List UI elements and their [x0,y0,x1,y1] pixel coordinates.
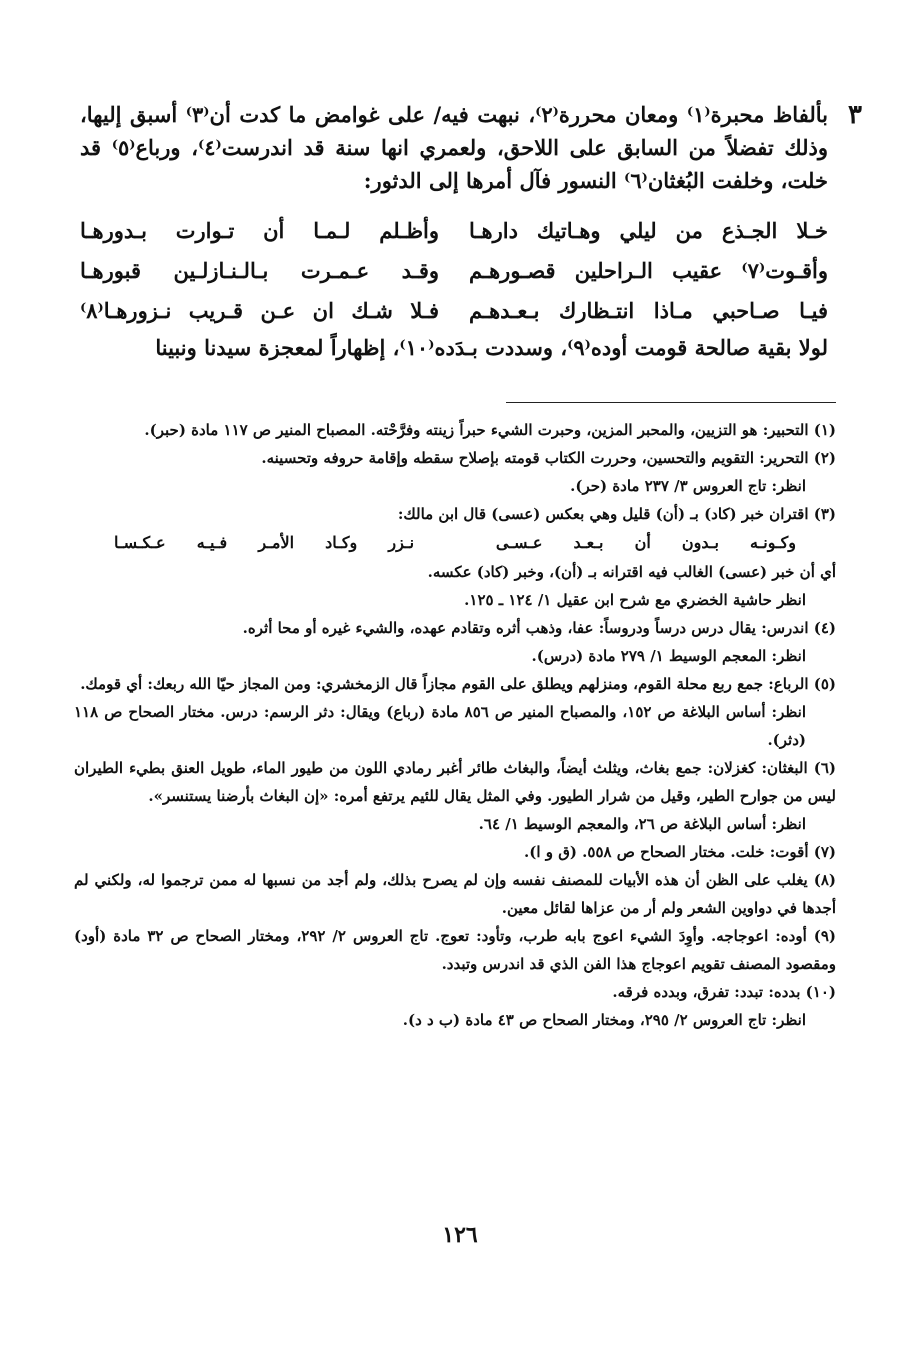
footnote-reference: انظر حاشية الخضري مع شرح ابن عقيل ١/ ١٢٤ ـ ١٢٥. [464,591,806,609]
footnote-text: (٨) يغلب على الظن أن هذه الأبيات للمصنف نفسه وإن لم يصرح بذلك، ولم أجد من نسبها له ممن ترجموا له، ولكني لم أجدها في دواوين الشعر ولم أر من عزاها لقائل معين. [74,871,836,917]
footnote-divider [506,402,836,403]
footnote-text: (٩) أوده: اعوجاجه. وأوِدَ الشيء اعوج بابه طرب، وتأود: تعوج. تاج العروس ٢/ ٢٩٢، ومختار الصحاح ص ٣٢ مادة (أود) ومقصود المصنف تقويم اعوجاج هذا الفن الذي قد اندرس وتبدد. [74,927,836,973]
footnote-text: (٧) أقوت: خلت. مختار الصحاح ص ٥٥٨. (ق و ا). [524,843,836,861]
footnote [74,838,836,866]
footnotes [74,416,836,1034]
footnote-reference: انظر: تاج العروس ٣/ ٢٣٧ مادة (حر). [570,477,806,495]
verse-line [80,291,828,331]
verse-second-hemistich: وأظـلم لـمـا أن تـوارت بـدورهـا [80,218,440,243]
footnote [74,978,836,1034]
footnote [74,922,836,978]
verse-first-hemistich: فيـا صـاحبي مـاذا انتـظارك بـعـدهـم [468,298,828,323]
footnote [74,500,836,528]
footnote-verse [74,528,836,558]
footnote [74,558,836,614]
footnote-reference: انظر: المعجم الوسيط ١/ ٢٧٩ مادة (درس). [531,647,806,665]
footnote-verse-second: نـزر وكـاد الأمـر فـيـه عـكـسـا [114,533,415,552]
page-number: ١٢٦ [442,1222,478,1248]
footnote [74,444,836,500]
verse-second-hemistich: وقـد عـمـرت بـالـنـازلـين قبورهـا [80,258,440,283]
footnote [74,416,836,444]
verse-first-hemistich: خـلا الجـذع من ليلي وهـاتيك دارهـا [468,218,828,243]
main-text [80,98,828,364]
verse-first-hemistich: وأقـوت⁽٧⁾ عقيب الـراحلين قصـورهـم [468,258,828,283]
footnote-text: أي أن خبر (عسى) الغالب فيه اقترانه بـ (أن)، وخبر (كاد) عكسه. [427,563,836,581]
footnote-reference: انظر: أساس البلاغة ص ٢٦، والمعجم الوسيط ١/ ٦٤. [478,815,806,833]
footnote [74,670,836,754]
footnote-text: (٦) البغثان: كغزلان: جمع بغاث، ويثلث أيضاً، والبغاث طائر أغبر رمادي اللون من طيور الماء، طويل العنق بطيء الطيران ليس من جوارح الطير، وقيل من شرار الطيور. وفي المثل يقال للئيم يرتفع أمره: «إن البغاث بأرضنا يستنسر». [74,759,836,805]
footnote-reference: انظر: تاج العروس ٢/ ٢٩٥، ومختار الصحاح ص ٤٣ مادة (ب د د). [402,1011,806,1029]
footnote [74,866,836,922]
footnote [74,614,836,670]
footnote-reference: انظر: أساس البلاغة ص ١٥٢، والمصباح المنير ص ٨٥٦ مادة (رباع) ويقال: دثر الرسم: درس. مختار الصحاح ص ١١٨ (دثر). [74,703,807,749]
main-paragraph: بألفاظ محبرة⁽١⁾ ومعان محررة⁽٢⁾، نبهت فيه/ على غوامض ما كدت أن⁽٣⁾ أسبق إليها، وذلك تفضلاً من السابق على اللاحق، ولعمري انها سنة قد اندرست⁽٤⁾، ورباع⁽٥⁾ قد خلت، وخلفت البُغثان⁽٦⁾ النسور فآل أمرها إلى الدثور: [80,102,828,193]
poem [80,211,828,331]
verse-line [80,211,828,251]
footnote-text: (٢) التحرير: التقويم والتحسين، وحررت الكتاب قومته بإصلاح سقطه وإقامة حروفه وتحسينه. [261,449,836,467]
continuation-line: لولا بقية صالحة قومت أوده⁽٩⁾، وسددت بـدَده⁽١٠⁾، إظهاراً لمعجزة سيدنا ونبينا [155,335,828,360]
footnote-text: (٥) الرباع: جمع ربع محلة القوم، ومنزلهم ويطلق على القوم مجازاً قال الزمخشري: ومن المجاز حيّا الله ربعك: أي قومك. [80,675,836,693]
verse-second-hemistich: فـلا شـك ان عـن قـريب نـزورهـا⁽٨⁾ [80,298,440,323]
footnote-text: (٣) اقتران خبر (كاد) بـ (أن) قليل وهي بعكس (عسى) قال ابن مالك: [397,505,836,523]
footnote [74,754,836,838]
verse-line [80,251,828,291]
margin-number: ٣ [848,100,862,130]
footnote-verse-first: وكـونـه بـدون أن بـعـد عـسـى [495,533,796,552]
footnote-text: (١٠) بدده: تبدد: تفرق، وبدده فرقه. [612,983,836,1001]
footnote-text: (١) التحبير: هو التزيين، والمحبر المزين، وحبرت الشيء حبراً زينته وفرَّحْته. المصباح المنير ص ١١٧ مادة (حبر). [144,421,836,439]
footnote-text: (٤) اندرس: يقال درس درساً ودروساً: عفا، وذهب أثره وتقادم عهده، والشيء غيره أو محا أثره. [242,619,836,637]
